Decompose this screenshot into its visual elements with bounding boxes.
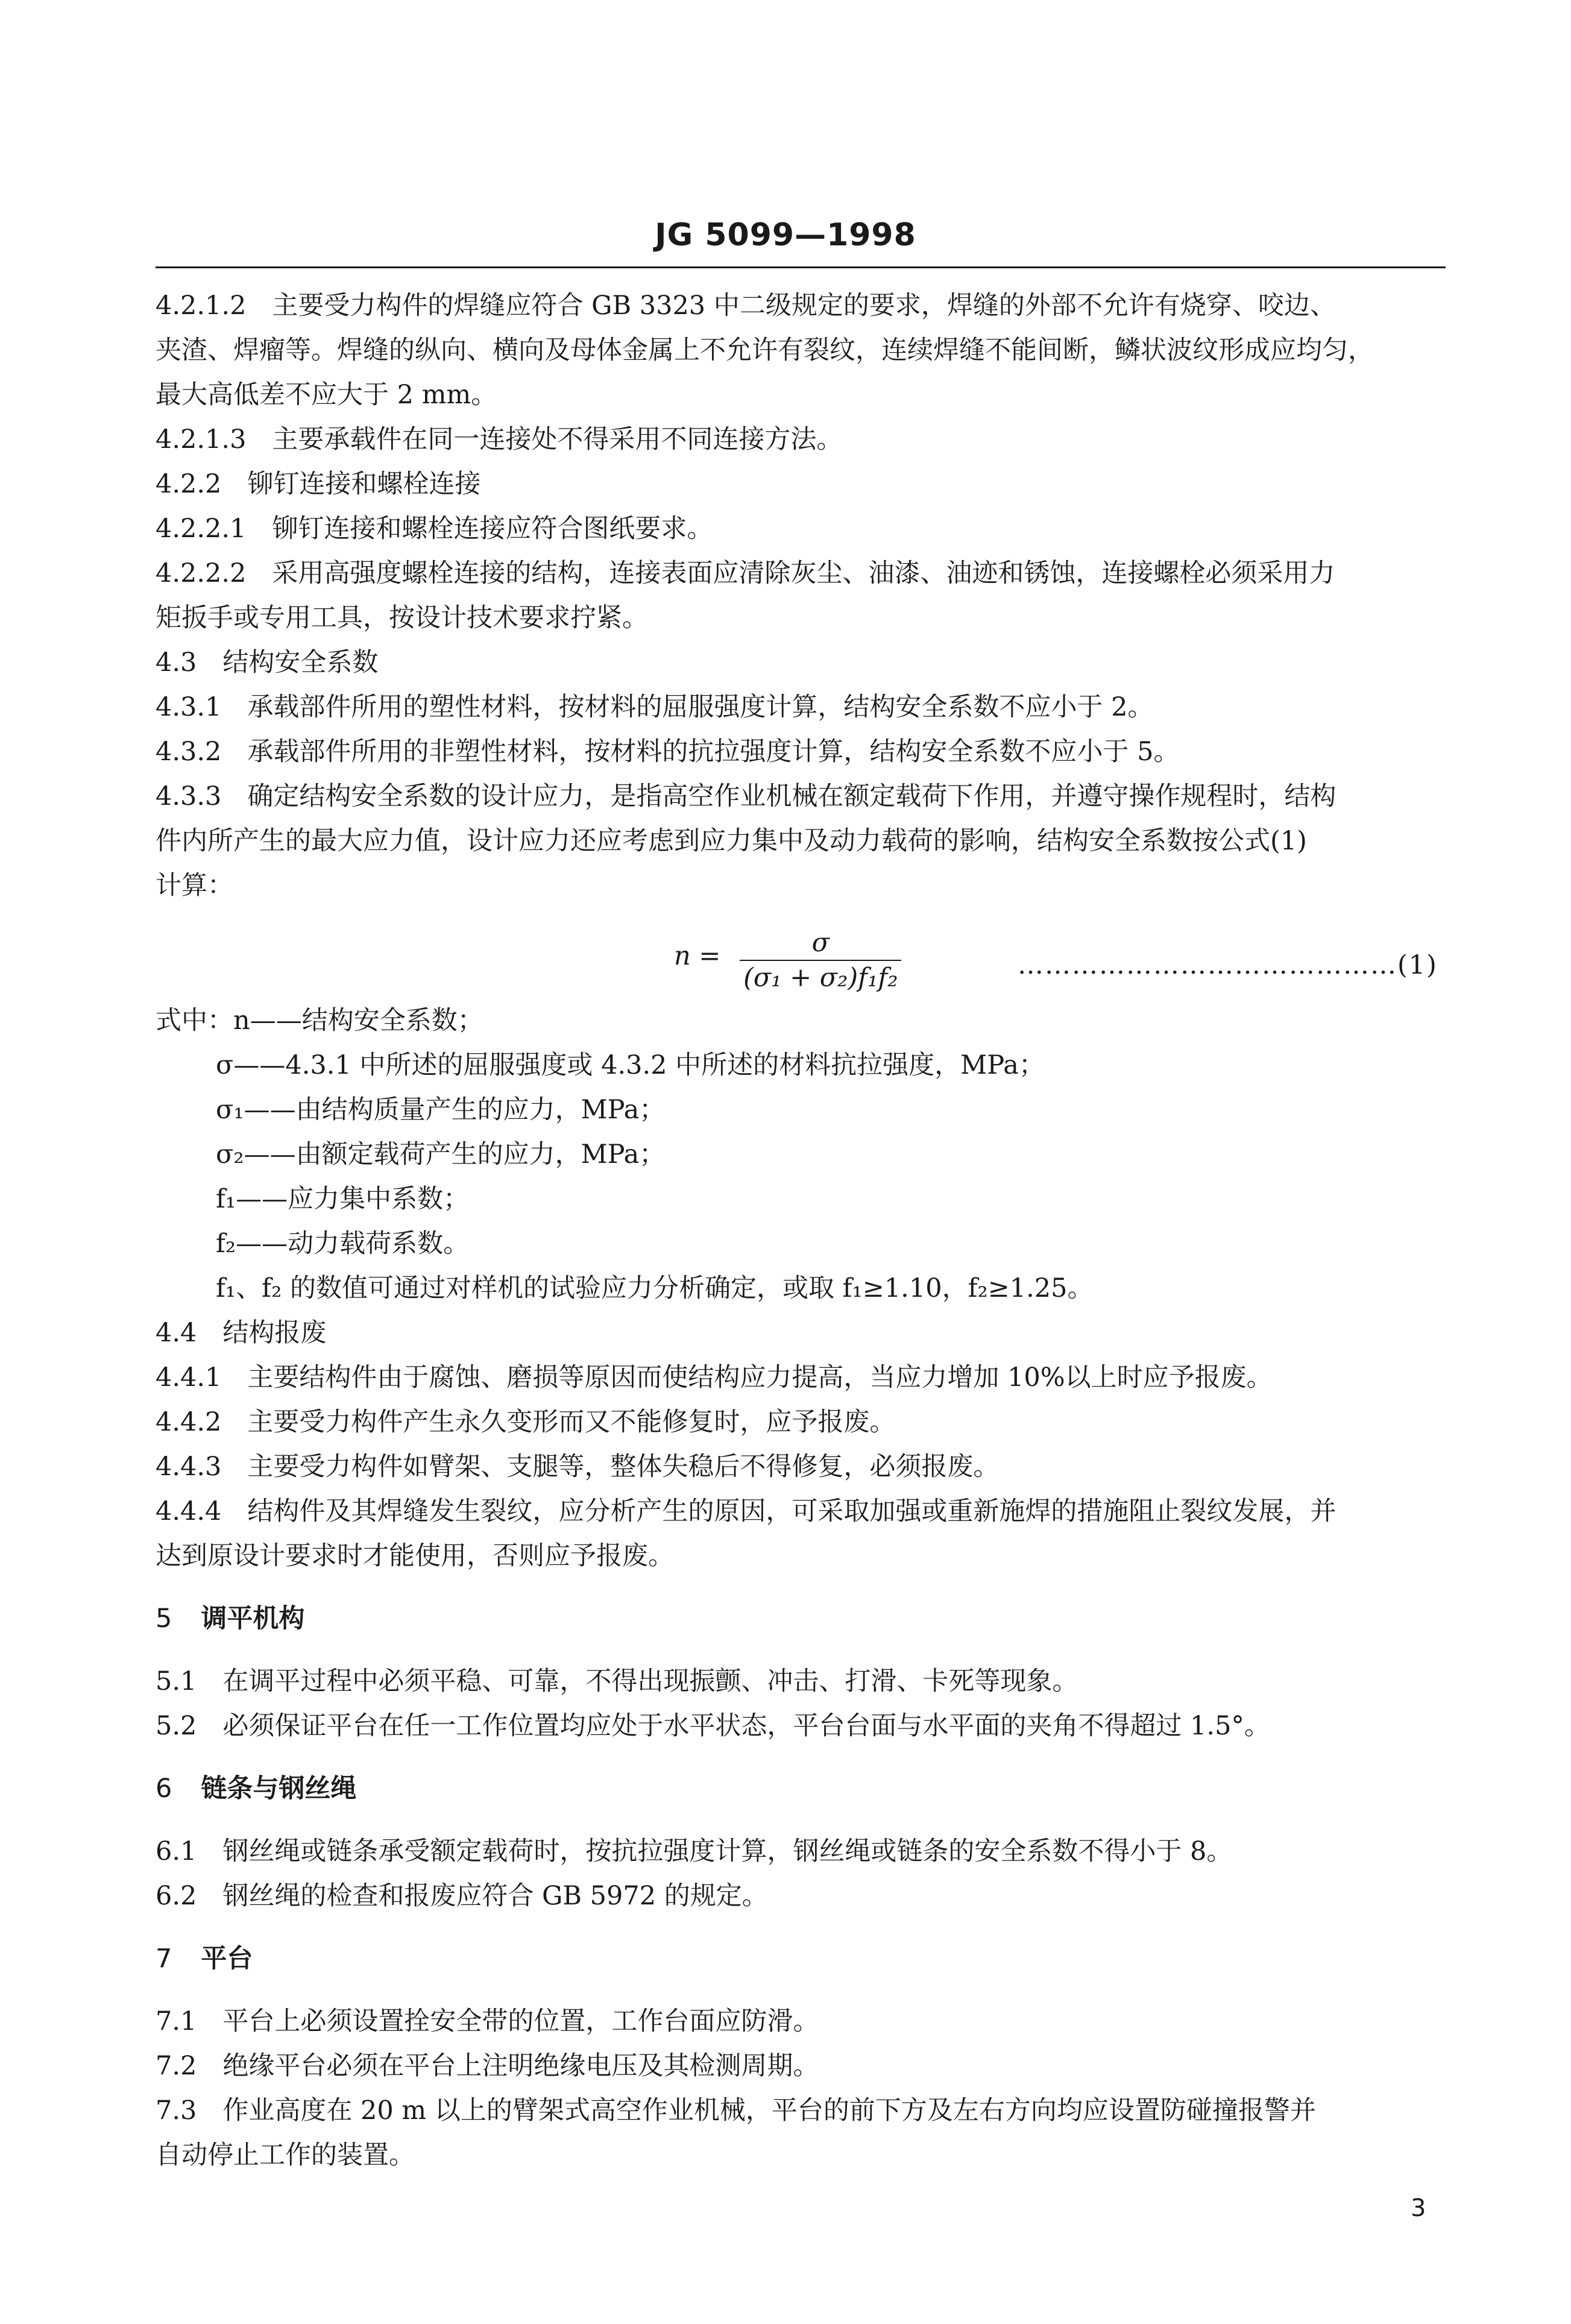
clause-4-3-2: 4.3.2 承载部件所用的非塑性材料，按材料的抗拉强度计算，结构安全系数不应小于 5。 [156, 737, 1180, 767]
where-sigma-2: σ₂——由额定载荷产生的应力，MPa； [216, 1139, 666, 1170]
clause-4-2-1-2-line-1: 4.2.1.2 主要受力构件的焊缝应符合 GB 3323 中二级规定的要求，焊缝的外部不允许有烧穿、咬边、 [156, 291, 1336, 321]
clause-4-2-1-3: 4.2.1.3 主要承载件在同一连接处不得采用不同连接方法。 [156, 424, 843, 455]
clause-4-2-2-heading: 4.2.2 铆钉连接和螺栓连接 [156, 469, 481, 499]
clause-4-3-3-line-2: 件内所产生的最大应力值，设计应力还应考虑到应力集中及动力载荷的影响，结构安全系数按公式(1) [156, 826, 1307, 856]
clause-5-1: 5.1 在调平过程中必须平稳、可靠，不得出现振颤、冲击、打滑、卡死等现象。 [156, 1666, 1078, 1696]
clause-4-2-2-2-line-2: 矩扳手或专用工具，按设计技术要求拧紧。 [156, 603, 648, 633]
clause-4-2-2-2-line-1: 4.2.2.2 采用高强度螺栓连接的结构，连接表面应清除灰尘、油漆、油迹和锈蚀，连接螺栓必须采用力 [156, 558, 1335, 588]
clause-4-2-1-2-line-3: 最大高低差不应大于 2 mm。 [156, 380, 497, 410]
where-sigma-1: σ₁——由结构质量产生的应力，MPa； [216, 1095, 666, 1125]
formula-numerator: σ [811, 928, 830, 958]
page-number: 3 [1411, 2194, 1426, 2222]
clause-4-4-3: 4.4.3 主要受力构件如臂架、支腿等，整体失稳后不得修复，必须报废。 [156, 1452, 1000, 1482]
where-f2: f₂——动力载荷系数。 [216, 1229, 470, 1259]
clause-7-3-line-2: 自动停止工作的装置。 [156, 2140, 415, 2170]
clause-6-2: 6.2 钢丝绳的检查和报废应符合 GB 5972 的规定。 [156, 1881, 768, 1911]
where-intro: 式中：n——结构安全系数； [156, 1006, 483, 1036]
section-6-title: 链条与钢丝绳 [201, 1774, 357, 1804]
clause-4-2-1-2-line-2: 夹渣、焊瘤等。焊缝的纵向、横向及母体金属上不允许有裂纹，连续焊缝不能间断，鳞状波纹形成应均匀， [156, 335, 1374, 365]
clause-4-4-2: 4.4.2 主要受力构件产生永久变形而又不能修复时，应予报废。 [156, 1407, 896, 1437]
clause-4-4-4-line-2: 达到原设计要求时才能使用，否则应予报废。 [156, 1541, 674, 1571]
clause-4-4-heading: 4.4 结构报废 [156, 1318, 327, 1348]
clause-4-3-3-line-3: 计算： [156, 871, 233, 901]
clause-7-2: 7.2 绝缘平台必须在平台上注明绝缘电压及其检测周期。 [156, 2051, 819, 2081]
clause-4-3-3-line-1: 4.3.3 确定结构安全系数的设计应力，是指高空作业机械在额定载荷下作用，并遵守操作规程时，结构 [156, 781, 1336, 811]
clause-4-4-4-line-1: 4.4.4 结构件及其焊缝发生裂纹，应分析产生的原因，可采取加强或重新施焊的措施阻止裂纹发展，并 [156, 1496, 1336, 1526]
section-5-title: 调平机构 [201, 1604, 305, 1634]
section-7-number: 7 [156, 1944, 172, 1974]
section-7-heading [156, 1936, 1446, 1981]
page-content [156, 283, 1446, 2178]
safety-factor-formula [156, 908, 1446, 998]
clause-4-3-heading: 4.3 结构安全系数 [156, 647, 379, 678]
where-values-note: f₁、f₂ 的数值可通过对样机的试验应力分析确定，或取 f₁≥1.10，f₂≥1.25。 [216, 1273, 1094, 1303]
section-6-number: 6 [156, 1774, 172, 1804]
section-6-heading [156, 1766, 1446, 1811]
clause-6-1: 6.1 钢丝绳或链条承受额定载荷时，按抗拉强度计算，钢丝绳或链条的安全系数不得小于 8。 [156, 1836, 1233, 1866]
document-code-header: JG 5099—1998 [655, 217, 916, 253]
header-rule [156, 266, 1446, 268]
clause-7-3-line-1: 7.3 作业高度在 20 m 以上的臂架式高空作业机械，平台的前下方及左右方向均应设置防碰撞报警并 [156, 2096, 1316, 2126]
clause-4-2-2-1: 4.2.2.1 铆钉连接和螺栓连接应符合图纸要求。 [156, 514, 713, 544]
formula-number: ……………………………………(1) [1018, 950, 1438, 980]
clause-5-2: 5.2 必须保证平台在任一工作位置均应处于水平状态，平台台面与水平面的夹角不得超过 1.5°。 [156, 1711, 1270, 1741]
section-5-number: 5 [156, 1604, 172, 1634]
clause-4-3-1: 4.3.1 承载部件所用的塑性材料，按材料的屈服强度计算，结构安全系数不应小于 2。 [156, 692, 1154, 722]
section-5-heading [156, 1596, 1446, 1641]
clause-4-4-1: 4.4.1 主要结构件由于腐蚀、磨损等原因而使结构应力提高，当应力增加 10%以上时应予报废。 [156, 1362, 1273, 1393]
section-7-title: 平台 [201, 1944, 253, 1974]
formula-lhs: n = [674, 941, 721, 971]
where-f1: f₁——应力集中系数； [216, 1184, 470, 1214]
where-sigma: σ——4.3.1 中所述的屈服强度或 4.3.2 中所述的材料抗拉强度，MPa； [216, 1050, 1045, 1080]
clause-7-1: 7.1 平台上必须设置拴安全带的位置，工作台面应防滑。 [156, 2006, 819, 2036]
formula-denominator: (σ₁ + σ₂)f₁f₂ [743, 963, 898, 993]
